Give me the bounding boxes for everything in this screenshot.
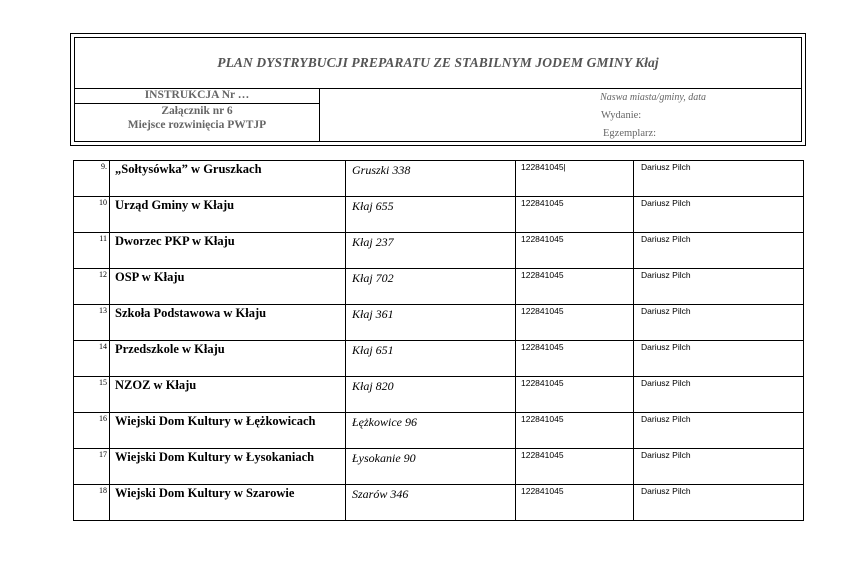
table-row — [74, 161, 804, 197]
address-cell: Kłaj 651 — [346, 341, 516, 377]
phone-cell: 122841045 — [516, 485, 634, 521]
row-number-cell: 11 — [74, 233, 110, 269]
phone-cell: 122841045 — [516, 341, 634, 377]
row-number-cell: 10 — [74, 197, 110, 233]
responsible-person-cell: Dariusz Pilch — [634, 341, 804, 377]
responsible-person-cell: Dariusz Pilch — [634, 413, 804, 449]
row-number-cell: 16 — [74, 413, 110, 449]
instruction-number: INSTRUKCJA Nr … — [75, 88, 319, 104]
distribution-table-body — [74, 161, 804, 521]
address-cell: Gruszki 338 — [346, 161, 516, 197]
address-cell: Kłaj 702 — [346, 269, 516, 305]
attachment-subtitle: Miejsce rozwinięcia PWTJP — [127, 119, 267, 131]
row-number-cell: 18 — [74, 485, 110, 521]
phone-cell: 122841045 — [516, 377, 634, 413]
responsible-person-cell: Dariusz Pilch — [634, 449, 804, 485]
responsible-person-cell: Dariusz Pilch — [634, 269, 804, 305]
row-number-cell: 14 — [74, 341, 110, 377]
row-number-cell: 12 — [74, 269, 110, 305]
phone-cell: 122841045 — [516, 233, 634, 269]
row-number-cell: 13 — [74, 305, 110, 341]
responsible-person-cell: Dariusz Pilch — [634, 485, 804, 521]
row-number-cell: 17 — [74, 449, 110, 485]
address-cell: Szarów 346 — [346, 485, 516, 521]
header-right-cell — [319, 88, 801, 141]
address-cell: Kłaj 820 — [346, 377, 516, 413]
location-name-cell: Urząd Gminy w Kłaju — [110, 197, 346, 233]
address-cell: Kłaj 655 — [346, 197, 516, 233]
responsible-person-cell: Dariusz Pilch — [634, 305, 804, 341]
location-name-cell: NZOZ w Kłaju — [110, 377, 346, 413]
table-row — [74, 449, 804, 485]
location-name-cell: Wiejski Dom Kultury w Łężkowicach — [110, 413, 346, 449]
phone-cell: 122841045 — [516, 449, 634, 485]
responsible-person-cell: Dariusz Pilch — [634, 161, 804, 197]
location-name-cell: Szkoła Podstawowa w Kłaju — [110, 305, 346, 341]
table-row — [74, 269, 804, 305]
responsible-person-cell: Dariusz Pilch — [634, 377, 804, 413]
address-cell: Kłaj 237 — [346, 233, 516, 269]
header-left-cell — [75, 88, 320, 141]
table-row — [74, 377, 804, 413]
phone-cell: 122841045 — [516, 305, 634, 341]
table-row — [74, 305, 804, 341]
location-name-cell: OSP w Kłaju — [110, 269, 346, 305]
row-number-cell: 9. — [74, 161, 110, 197]
city-date-label: Naswa miasta/gminy, data — [600, 92, 706, 103]
table-row — [74, 341, 804, 377]
location-name-cell: Dworzec PKP w Kłaju — [110, 233, 346, 269]
location-name-cell: Wiejski Dom Kultury w Łysokaniach — [110, 449, 346, 485]
phone-cell: 122841045 — [516, 197, 634, 233]
responsible-person-cell: Dariusz Pilch — [634, 197, 804, 233]
phone-cell: 122841045 — [516, 269, 634, 305]
table-row — [74, 485, 804, 521]
address-cell: Łężkowice 96 — [346, 413, 516, 449]
table-row — [74, 413, 804, 449]
document-header — [70, 33, 806, 146]
attachment-label: Załącznik nr 6 — [161, 105, 233, 117]
edition-label: Wydanie: — [601, 110, 642, 121]
location-name-cell: Wiejski Dom Kultury w Szarowie — [110, 485, 346, 521]
copy-label: Egzemplarz: — [603, 128, 657, 139]
distribution-table — [73, 160, 804, 521]
document-header-inner — [74, 37, 802, 142]
phone-cell: 122841045 — [516, 413, 634, 449]
address-cell: Kłaj 361 — [346, 305, 516, 341]
location-name-cell: „Sołtysówka” w Gruszkach — [110, 161, 346, 197]
phone-cell: 122841045| — [516, 161, 634, 197]
address-cell: Łysokanie 90 — [346, 449, 516, 485]
responsible-person-cell: Dariusz Pilch — [634, 233, 804, 269]
table-row — [74, 197, 804, 233]
location-name-cell: Przedszkole w Kłaju — [110, 341, 346, 377]
row-number-cell: 15 — [74, 377, 110, 413]
table-row — [74, 233, 804, 269]
document-title: PLAN DYSTRYBUCJI PREPARATU ZE STABILNYM JODEM GMINY Kłaj — [75, 38, 801, 89]
